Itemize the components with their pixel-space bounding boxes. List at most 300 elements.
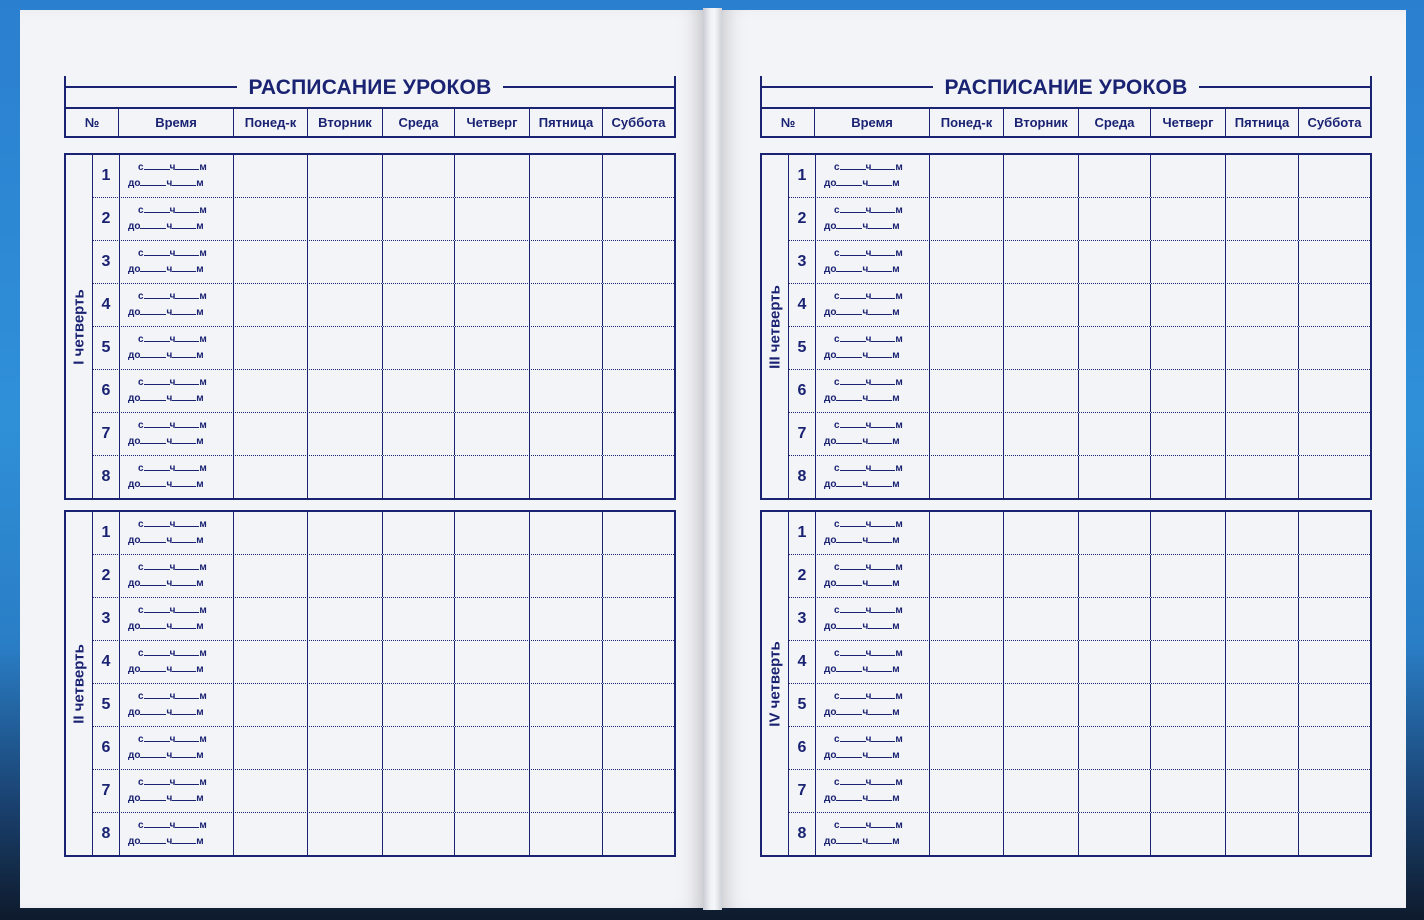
- subject-cell[interactable]: [1003, 770, 1078, 812]
- time-from-label: с: [138, 162, 144, 173]
- subject-cell[interactable]: [1298, 641, 1370, 683]
- subject-cell[interactable]: [602, 727, 674, 769]
- time-field[interactable]: [119, 598, 233, 640]
- time-to-label: до: [824, 479, 837, 490]
- subject-cell[interactable]: [1298, 370, 1370, 412]
- minute-blank: [871, 603, 895, 613]
- subject-cell[interactable]: [1150, 413, 1225, 455]
- subject-cell[interactable]: [1298, 413, 1370, 455]
- minute-blank: [172, 176, 196, 186]
- minute-blank: [871, 289, 895, 299]
- subject-cell[interactable]: [529, 684, 602, 726]
- time-field[interactable]: [119, 555, 233, 597]
- hour-label: ч: [166, 350, 173, 361]
- lesson-row: [93, 155, 674, 197]
- lesson-number: 6: [101, 382, 111, 399]
- subject-cell[interactable]: [602, 813, 674, 855]
- subject-cell[interactable]: [602, 555, 674, 597]
- subject-cell[interactable]: [1003, 198, 1078, 240]
- subject-cell[interactable]: [454, 598, 529, 640]
- subject-cell[interactable]: [1225, 770, 1298, 812]
- hour-blank: [140, 348, 166, 358]
- subject-cell[interactable]: [233, 284, 307, 326]
- time-field[interactable]: [119, 370, 233, 412]
- time-field[interactable]: [815, 327, 929, 369]
- time-to-label: до: [128, 350, 141, 361]
- subject-cell[interactable]: [307, 456, 382, 498]
- subject-cell[interactable]: [602, 598, 674, 640]
- minute-label: м: [199, 562, 207, 573]
- subject-cell[interactable]: [1225, 370, 1298, 412]
- subject-cell[interactable]: [602, 327, 674, 369]
- hour-blank: [836, 348, 862, 358]
- minute-label: м: [196, 264, 204, 275]
- subject-cell[interactable]: [1078, 641, 1150, 683]
- minute-label: м: [892, 793, 900, 804]
- subject-cell[interactable]: [1150, 598, 1225, 640]
- hour-label: ч: [169, 519, 176, 530]
- time-to-label: до: [824, 178, 837, 189]
- subject-cell[interactable]: [929, 241, 1003, 283]
- subject-cell[interactable]: [307, 284, 382, 326]
- subject-cell[interactable]: [382, 512, 454, 554]
- subject-cell[interactable]: [382, 555, 454, 597]
- subject-cell[interactable]: [307, 555, 382, 597]
- subject-cell[interactable]: [233, 198, 307, 240]
- time-to-label: до: [128, 393, 141, 404]
- subject-cell[interactable]: [307, 813, 382, 855]
- subject-cell[interactable]: [529, 813, 602, 855]
- divider: [760, 86, 933, 88]
- subject-cell[interactable]: [1078, 155, 1150, 197]
- hour-blank: [840, 517, 866, 527]
- subject-cell[interactable]: [1225, 555, 1298, 597]
- subject-cell[interactable]: [1225, 598, 1298, 640]
- subject-cell[interactable]: [1298, 684, 1370, 726]
- subject-cell[interactable]: [1298, 327, 1370, 369]
- time-field[interactable]: [119, 770, 233, 812]
- subject-cell[interactable]: [307, 641, 382, 683]
- subject-cell[interactable]: [1078, 770, 1150, 812]
- subject-cell[interactable]: [1298, 770, 1370, 812]
- subject-cell[interactable]: [929, 598, 1003, 640]
- hour-label: ч: [169, 734, 176, 745]
- subject-cell[interactable]: [382, 456, 454, 498]
- subject-cell[interactable]: [307, 598, 382, 640]
- time-from-label: с: [138, 734, 144, 745]
- time-from-label: с: [834, 377, 840, 388]
- subject-cell[interactable]: [1225, 684, 1298, 726]
- subject-cell[interactable]: [929, 198, 1003, 240]
- minute-label: м: [196, 578, 204, 589]
- subject-cell[interactable]: [1150, 198, 1225, 240]
- subject-cell[interactable]: [529, 555, 602, 597]
- column-headers: [66, 107, 674, 136]
- subject-cell[interactable]: [233, 456, 307, 498]
- subject-cell[interactable]: [929, 456, 1003, 498]
- subject-cell[interactable]: [454, 155, 529, 197]
- subject-cell[interactable]: [382, 241, 454, 283]
- subject-cell[interactable]: [1078, 327, 1150, 369]
- subject-cell[interactable]: [454, 555, 529, 597]
- subject-cell[interactable]: [1003, 641, 1078, 683]
- minute-blank: [172, 434, 196, 444]
- subject-cell[interactable]: [1150, 727, 1225, 769]
- subject-cell[interactable]: [1078, 684, 1150, 726]
- subject-cell[interactable]: [529, 241, 602, 283]
- time-field[interactable]: [815, 555, 929, 597]
- minute-blank: [868, 705, 892, 715]
- time-field[interactable]: [119, 284, 233, 326]
- hour-label: ч: [862, 221, 869, 232]
- minute-blank: [868, 434, 892, 444]
- subject-cell[interactable]: [1298, 813, 1370, 855]
- subject-cell[interactable]: [1150, 327, 1225, 369]
- subject-cell[interactable]: [929, 155, 1003, 197]
- subject-cell[interactable]: [1003, 684, 1078, 726]
- subject-cell[interactable]: [307, 727, 382, 769]
- subject-cell[interactable]: [1078, 456, 1150, 498]
- subject-cell[interactable]: [1150, 370, 1225, 412]
- subject-cell[interactable]: [454, 198, 529, 240]
- subject-cell[interactable]: [382, 813, 454, 855]
- minute-blank: [175, 246, 199, 256]
- time-field[interactable]: [815, 284, 929, 326]
- time-field[interactable]: [119, 813, 233, 855]
- subject-cell[interactable]: [1003, 413, 1078, 455]
- subject-cell[interactable]: [1150, 770, 1225, 812]
- subject-cell[interactable]: [929, 555, 1003, 597]
- subject-cell[interactable]: [1298, 456, 1370, 498]
- hour-label: ч: [169, 562, 176, 573]
- subject-cell[interactable]: [454, 727, 529, 769]
- subject-cell[interactable]: [1225, 413, 1298, 455]
- hour-blank: [836, 391, 862, 401]
- subject-cell[interactable]: [929, 770, 1003, 812]
- time-field[interactable]: [815, 641, 929, 683]
- subject-cell[interactable]: [307, 413, 382, 455]
- subject-cell[interactable]: [1003, 813, 1078, 855]
- minute-label: м: [895, 820, 903, 831]
- subject-cell[interactable]: [929, 727, 1003, 769]
- subject-cell[interactable]: [382, 198, 454, 240]
- subject-cell[interactable]: [454, 456, 529, 498]
- minute-label: м: [895, 562, 903, 573]
- minute-blank: [871, 160, 895, 170]
- subject-cell[interactable]: [1003, 327, 1078, 369]
- time-field[interactable]: [815, 598, 929, 640]
- hour-label: ч: [169, 334, 176, 345]
- subject-cell[interactable]: [1078, 284, 1150, 326]
- subject-cell[interactable]: [307, 198, 382, 240]
- lesson-row: [93, 597, 674, 640]
- subject-cell[interactable]: [1078, 727, 1150, 769]
- subject-cell[interactable]: [307, 770, 382, 812]
- lesson-number: 6: [101, 739, 111, 756]
- subject-cell[interactable]: [454, 813, 529, 855]
- subject-cell[interactable]: [929, 641, 1003, 683]
- subject-cell[interactable]: [1078, 370, 1150, 412]
- subject-cell[interactable]: [1078, 241, 1150, 283]
- subject-cell[interactable]: [382, 684, 454, 726]
- subject-cell[interactable]: [602, 456, 674, 498]
- subject-cell[interactable]: [1078, 198, 1150, 240]
- time-field[interactable]: [119, 327, 233, 369]
- time-from-label: с: [834, 420, 840, 431]
- subject-cell[interactable]: [602, 512, 674, 554]
- time-field[interactable]: [119, 727, 233, 769]
- time-from-label: с: [834, 777, 840, 788]
- hour-blank: [144, 332, 170, 342]
- time-field[interactable]: [119, 155, 233, 197]
- time-field[interactable]: [815, 456, 929, 498]
- subject-cell[interactable]: [1225, 727, 1298, 769]
- subject-cell[interactable]: [1150, 813, 1225, 855]
- subject-cell[interactable]: [382, 641, 454, 683]
- subject-cell[interactable]: [454, 684, 529, 726]
- subject-cell[interactable]: [602, 770, 674, 812]
- subject-cell[interactable]: [602, 413, 674, 455]
- subject-cell[interactable]: [529, 327, 602, 369]
- time-to-label: до: [824, 578, 837, 589]
- subject-cell[interactable]: [454, 413, 529, 455]
- subject-cell[interactable]: [529, 727, 602, 769]
- schedule-header: [760, 76, 1372, 138]
- subject-cell[interactable]: [1298, 284, 1370, 326]
- minute-label: м: [892, 264, 900, 275]
- hour-label: ч: [865, 562, 872, 573]
- minute-blank: [172, 834, 196, 844]
- subject-cell[interactable]: [529, 413, 602, 455]
- minute-label: м: [199, 648, 207, 659]
- subject-cell[interactable]: [307, 155, 382, 197]
- subject-cell[interactable]: [1078, 598, 1150, 640]
- subject-cell[interactable]: [1225, 456, 1298, 498]
- time-field[interactable]: [119, 241, 233, 283]
- lesson-number: 4: [101, 653, 111, 670]
- subject-cell[interactable]: [382, 155, 454, 197]
- time-field[interactable]: [815, 241, 929, 283]
- subject-cell[interactable]: [529, 284, 602, 326]
- subject-cell[interactable]: [1298, 155, 1370, 197]
- time-field[interactable]: [815, 727, 929, 769]
- subject-cell[interactable]: [1150, 512, 1225, 554]
- time-field[interactable]: [815, 370, 929, 412]
- subject-cell[interactable]: [233, 684, 307, 726]
- minute-label: м: [196, 621, 204, 632]
- subject-cell[interactable]: [454, 370, 529, 412]
- subject-cell[interactable]: [1150, 241, 1225, 283]
- subject-cell[interactable]: [1003, 241, 1078, 283]
- subject-cell[interactable]: [529, 198, 602, 240]
- subject-cell[interactable]: [307, 512, 382, 554]
- time-field[interactable]: [119, 684, 233, 726]
- minute-label: м: [196, 221, 204, 232]
- subject-cell[interactable]: [1078, 512, 1150, 554]
- subject-cell[interactable]: [1150, 555, 1225, 597]
- minute-label: м: [892, 707, 900, 718]
- hour-blank: [140, 748, 166, 758]
- subject-cell[interactable]: [602, 684, 674, 726]
- subject-cell[interactable]: [307, 241, 382, 283]
- subject-cell[interactable]: [929, 284, 1003, 326]
- time-to-label: до: [128, 535, 141, 546]
- hour-label: ч: [862, 350, 869, 361]
- subject-cell[interactable]: [529, 155, 602, 197]
- subject-cell[interactable]: [929, 684, 1003, 726]
- subject-cell[interactable]: [602, 370, 674, 412]
- time-field[interactable]: [119, 198, 233, 240]
- subject-cell[interactable]: [1298, 512, 1370, 554]
- subject-cell[interactable]: [382, 370, 454, 412]
- subject-cell[interactable]: [233, 370, 307, 412]
- subject-cell[interactable]: [602, 641, 674, 683]
- subject-cell[interactable]: [382, 727, 454, 769]
- subject-cell[interactable]: [454, 284, 529, 326]
- subject-cell[interactable]: [1298, 555, 1370, 597]
- time-field[interactable]: [119, 413, 233, 455]
- minute-label: м: [199, 162, 207, 173]
- subject-cell[interactable]: [929, 512, 1003, 554]
- subject-cell[interactable]: [1003, 155, 1078, 197]
- subject-cell[interactable]: [382, 284, 454, 326]
- subject-cell[interactable]: [1150, 684, 1225, 726]
- subject-cell[interactable]: [307, 370, 382, 412]
- lesson-row: [789, 455, 1370, 498]
- subject-cell[interactable]: [602, 284, 674, 326]
- subject-cell[interactable]: [233, 598, 307, 640]
- hour-label: ч: [166, 178, 173, 189]
- subject-cell[interactable]: [1225, 641, 1298, 683]
- subject-cell[interactable]: [382, 413, 454, 455]
- subject-cell[interactable]: [1225, 284, 1298, 326]
- hour-blank: [840, 818, 866, 828]
- subject-cell[interactable]: [454, 512, 529, 554]
- subject-cell[interactable]: [307, 684, 382, 726]
- subject-cell[interactable]: [929, 813, 1003, 855]
- subject-cell[interactable]: [1150, 155, 1225, 197]
- minute-label: м: [895, 291, 903, 302]
- subject-cell[interactable]: [233, 155, 307, 197]
- subject-cell[interactable]: [454, 770, 529, 812]
- subject-cell[interactable]: [1078, 555, 1150, 597]
- subject-cell[interactable]: [233, 241, 307, 283]
- time-field[interactable]: [815, 413, 929, 455]
- subject-cell[interactable]: [929, 327, 1003, 369]
- subject-cell[interactable]: [1003, 512, 1078, 554]
- subject-cell[interactable]: [1225, 512, 1298, 554]
- time-field[interactable]: [119, 641, 233, 683]
- time-field[interactable]: [119, 456, 233, 498]
- subject-cell[interactable]: [1150, 456, 1225, 498]
- subject-cell[interactable]: [1225, 241, 1298, 283]
- time-from-label: с: [834, 691, 840, 702]
- subject-cell[interactable]: [1003, 370, 1078, 412]
- subject-cell[interactable]: [307, 327, 382, 369]
- subject-cell[interactable]: [233, 555, 307, 597]
- subject-cell[interactable]: [1298, 198, 1370, 240]
- time-from-label: с: [834, 463, 840, 474]
- subject-cell[interactable]: [1003, 555, 1078, 597]
- subject-cell[interactable]: [529, 370, 602, 412]
- subject-cell[interactable]: [1225, 327, 1298, 369]
- minute-label: м: [892, 621, 900, 632]
- subject-cell[interactable]: [382, 598, 454, 640]
- hour-blank: [836, 477, 862, 487]
- subject-cell[interactable]: [233, 413, 307, 455]
- subject-cell[interactable]: [1298, 241, 1370, 283]
- subject-cell[interactable]: [529, 641, 602, 683]
- subject-cell[interactable]: [529, 512, 602, 554]
- subject-cell[interactable]: [233, 512, 307, 554]
- subject-cell[interactable]: [233, 641, 307, 683]
- minute-blank: [871, 375, 895, 385]
- hour-blank: [840, 603, 866, 613]
- subject-cell[interactable]: [233, 327, 307, 369]
- minute-label: м: [892, 578, 900, 589]
- minute-label: м: [199, 291, 207, 302]
- subject-cell[interactable]: [602, 198, 674, 240]
- subject-cell[interactable]: [929, 370, 1003, 412]
- time-field[interactable]: [815, 512, 929, 554]
- subject-cell[interactable]: [454, 641, 529, 683]
- subject-cell[interactable]: [529, 598, 602, 640]
- time-field[interactable]: [815, 770, 929, 812]
- quarter-block: [760, 153, 1372, 500]
- time-field[interactable]: [815, 684, 929, 726]
- subject-cell[interactable]: [1150, 641, 1225, 683]
- subject-cell[interactable]: [1298, 727, 1370, 769]
- subject-cell[interactable]: [1225, 813, 1298, 855]
- subject-cell[interactable]: [382, 327, 454, 369]
- subject-cell[interactable]: [1003, 456, 1078, 498]
- subject-cell[interactable]: [233, 727, 307, 769]
- subject-cell[interactable]: [454, 241, 529, 283]
- minute-label: м: [199, 519, 207, 530]
- subject-cell[interactable]: [1298, 598, 1370, 640]
- subject-cell[interactable]: [1150, 284, 1225, 326]
- subject-cell[interactable]: [454, 327, 529, 369]
- subject-cell[interactable]: [382, 770, 454, 812]
- subject-cell[interactable]: [1078, 413, 1150, 455]
- subject-cell[interactable]: [233, 813, 307, 855]
- subject-cell[interactable]: [529, 456, 602, 498]
- time-field[interactable]: [815, 813, 929, 855]
- subject-cell[interactable]: [1078, 813, 1150, 855]
- subject-cell[interactable]: [1225, 198, 1298, 240]
- subject-cell[interactable]: [233, 770, 307, 812]
- subject-cell[interactable]: [602, 241, 674, 283]
- quarter-block: [64, 153, 676, 500]
- subject-cell[interactable]: [1003, 727, 1078, 769]
- subject-cell[interactable]: [1003, 598, 1078, 640]
- divider: [1199, 86, 1372, 88]
- time-field[interactable]: [119, 512, 233, 554]
- hour-label: ч: [862, 307, 869, 318]
- time-field[interactable]: [815, 198, 929, 240]
- subject-cell[interactable]: [1003, 284, 1078, 326]
- subject-cell[interactable]: [1225, 155, 1298, 197]
- subject-cell[interactable]: [529, 770, 602, 812]
- minute-blank: [871, 203, 895, 213]
- subject-cell[interactable]: [602, 155, 674, 197]
- time-field[interactable]: [815, 155, 929, 197]
- time-from-label: с: [138, 334, 144, 345]
- lesson-row: [93, 455, 674, 498]
- hour-label: ч: [169, 605, 176, 616]
- quarter-label: II четверть: [70, 643, 88, 724]
- subject-cell[interactable]: [929, 413, 1003, 455]
